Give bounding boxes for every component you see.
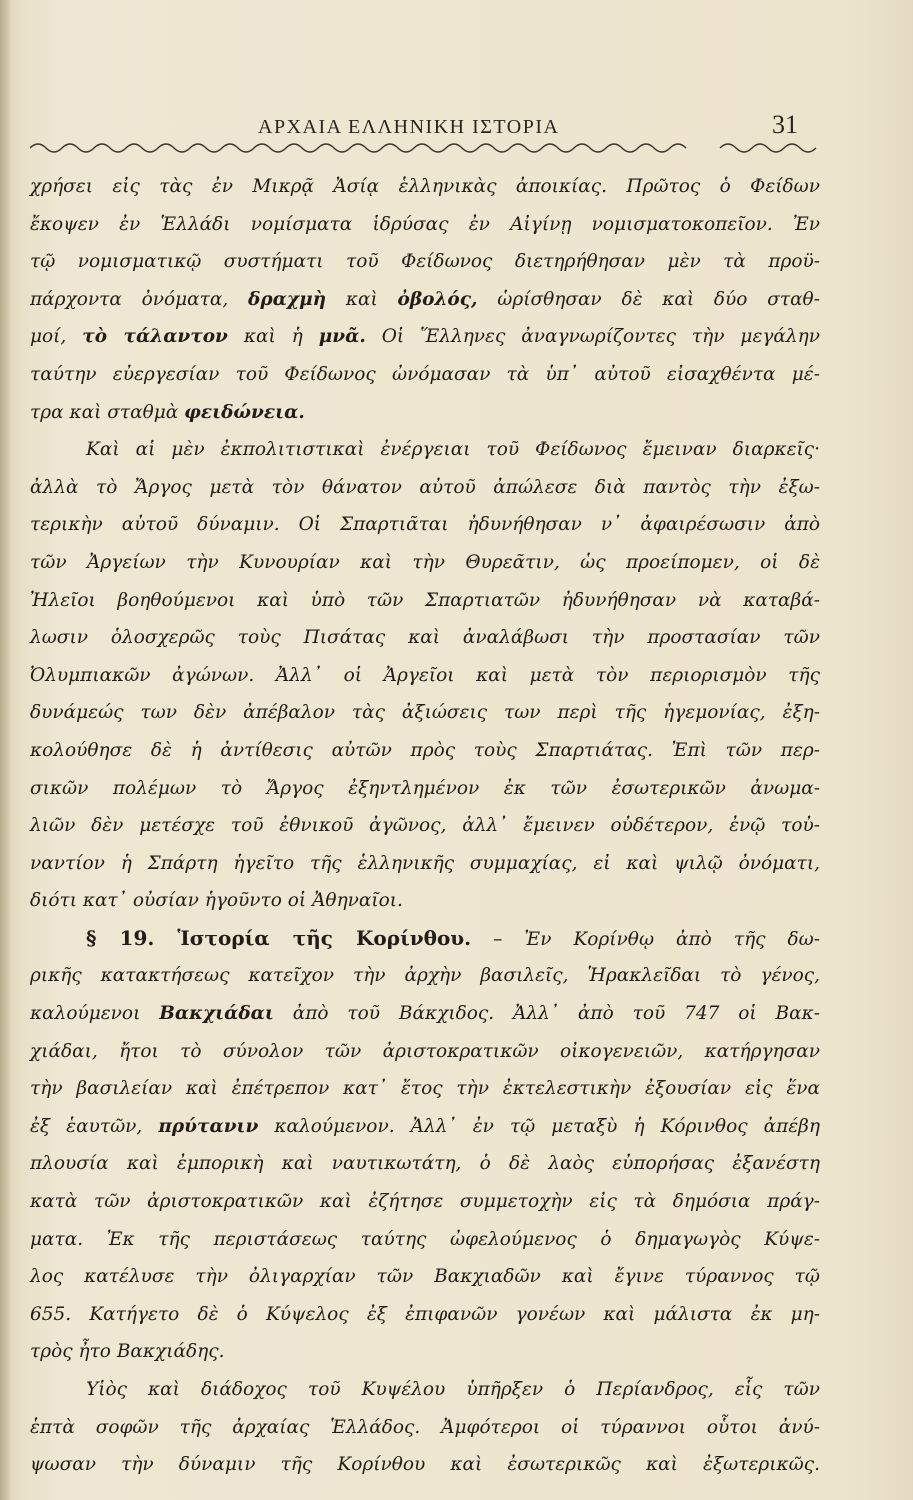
text-line: Ὀλυμπιακῶν ἀγώνων. Ἀλλ᾿ οἱ Ἀργεῖοι καὶ μετὰ τὸν περιορισμὸν τῆς	[30, 664, 820, 686]
text-line: κολούθησε δὲ ἡ ἀντίθεσις αὐτῶν πρὸς τοὺς Σπαρτιάτας. Ἐπὶ τῶν περ-	[30, 739, 820, 761]
text-segment: ἀπὸ τοῦ Βάκχιδος. Ἀλλ᾿ ἀπὸ τοῦ 747 οἱ Βακ-	[292, 1003, 821, 1025]
text-segment: καλούμενοι	[30, 1003, 141, 1025]
text-line: ρικῆς κατακτήσεως κατεῖχον τὴν ἀρχὴν βασιλεῖς, Ἡρακλεῖδαι τὸ γένος,	[30, 965, 820, 987]
text-segment: τρα καὶ σταθμὰ	[30, 401, 179, 423]
text-line: ψωσαν τὴν δύναμιν τῆς Κορίνθου καὶ ἐσωτερικῶς καὶ ἐξωτερικῶς.	[30, 1454, 820, 1476]
text-line: Ἠλεῖοι βοηθούμενοι καὶ ὑπὸ τῶν Σπαρτιατῶν ἠδυνήθησαν νὰ καταβά-	[30, 589, 820, 611]
text-line: τῷ νομισματικῷ συστήματι τοῦ Φείδωνος διετηρήθησαν μὲν τὰ προϋ-	[30, 251, 820, 273]
text-line: διότι κατ᾿ οὐσίαν ἡγοῦντο οἱ Ἀθηναῖοι.	[30, 890, 403, 912]
text-line	[30, 394, 820, 432]
text-line: 655. Κατήγετο δὲ ὁ Κύψελος ἐξ ἐπιφανῶν γονέων καὶ μάλιστα ἐκ μη-	[30, 1303, 820, 1325]
bold-term-pheidoneia: φειδώνεια.	[184, 401, 305, 423]
bold-term-mna: μνᾶ.	[318, 326, 366, 348]
page-number: 31	[772, 110, 798, 139]
text-line	[30, 318, 820, 356]
bold-term-drachma: δραχμὴ	[248, 288, 327, 310]
bold-term-bakchiadai: Βακχιάδαι	[159, 1003, 274, 1025]
text-segment: καὶ ἡ	[243, 326, 303, 348]
text-line: δυνάμεώς των δὲν ἀπέβαλον τὰς ἀξιώσεις των περὶ τῆς ἡγεμονίας, ἐξη-	[30, 702, 820, 724]
text-line: Καὶ αἱ μὲν ἐκπολιτιστικαὶ ἐνέργειαι τοῦ Φείδωνος ἔμειναν διαρκεῖς·	[86, 439, 820, 461]
text-segment: καὶ	[345, 288, 378, 310]
text-line: λος κατέλυσε τὴν ὀλιγαρχίαν τῶν Βακχιαδῶν καὶ ἔγινε τύραννος τῷ	[30, 1266, 820, 1288]
text-segment: – Ἐν Κορίνθῳ ἀπὸ τῆς δω-	[493, 928, 820, 950]
text-line: σικῶν πολέμων τὸ Ἄργος ἐξηντλημένον ἐκ τῶν ἐσωτερικῶν ἀνωμα-	[30, 777, 820, 799]
text-line	[30, 281, 820, 319]
text-segment: Οἱ Ἕλληνες ἀναγνωρίζοντες τὴν μεγάλην	[381, 326, 820, 348]
text-segment: ἐξ ἑαυτῶν,	[30, 1115, 143, 1137]
text-segment: καλούμενον. Ἀλλ᾿ ἐν τῷ μεταξὺ ἡ Κόρινθος ἀπέβη	[274, 1115, 820, 1137]
text-line: Υἱὸς καὶ διάδοχος τοῦ Κυψέλου ὑπῆρξεν ὁ Περίανδρος, εἷς τῶν	[86, 1379, 820, 1400]
decorative-wavy-rule	[30, 138, 830, 156]
text-line: ταύτην εὐεργεσίαν τοῦ Φείδωνος ὠνόμασαν τὰ ὑπ᾿ αὐτοῦ εἰσαχθέντα μέ-	[30, 363, 820, 385]
text-segment: μοί,	[30, 326, 67, 348]
text-line: χιάδαι, ἤτοι τὸ σύνολον τῶν ἀριστοκρατικῶν οἰκογενειῶν, κατήργησαν	[30, 1040, 820, 1062]
text-line	[30, 1108, 820, 1146]
text-line: ἑπτὰ σοφῶν τῆς ἀρχαίας Ἑλλάδος. Ἀμφότεροι οἱ τύραννοι οὗτοι ἀνύ-	[30, 1416, 820, 1438]
text-line: ματα. Ἐκ τῆς περιστάσεως ταύτης ὠφελούμενος ὁ δημαγωγὸς Κύψε-	[30, 1228, 820, 1250]
section-heading: § 19. Ἱστορία τῆς Κορίνθου.	[86, 925, 472, 950]
text-line: ναντίον ἡ Σπάρτη ἡγεῖτο τῆς ἑλληνικῆς συμμαχίας, εἰ καὶ ψιλῷ ὀνόματι,	[30, 852, 820, 874]
text-line: λιῶν δὲν μετέσχε τοῦ ἐθνικοῦ ἀγῶνος, ἀλλ᾿ ἔμεινεν οὐδέτερον, ἐνῷ τοὐ-	[30, 815, 820, 837]
bold-term-prytanis: πρύτανιν	[158, 1115, 259, 1137]
text-line: πλουσία καὶ ἐμπορικὴ καὶ ναυτικωτάτη, ὁ δὲ λαὸς εὐπορήσας ἐξανέστη	[30, 1153, 820, 1175]
page-binding-edge	[0, 0, 10, 1500]
text-line: τερικὴν αὐτοῦ δύναμιν. Οἱ Σπαρτιᾶται ἠδυνήθησαν ν᾿ ἀφαιρέσωσιν ἀπὸ	[30, 514, 820, 536]
text-line: τὴν βασιλείαν καὶ ἐπέτρεπον κατ᾿ ἔτος τὴν ἐκτελεστικὴν ἐξουσίαν εἰς ἕνα	[30, 1078, 820, 1100]
text-line: τρὸς ἦτο Βακχιάδης.	[30, 1341, 225, 1363]
text-line: τῶν Ἀργείων τὴν Κυνουρίαν καὶ τὴν Θυρεᾶτιν, ὡς προείπομεν, οἱ δὲ	[30, 551, 820, 573]
section-heading-line	[30, 920, 820, 958]
text-segment: πάρχοντα ὀνόματα,	[30, 288, 229, 310]
text-line	[30, 995, 820, 1033]
bold-term-talanton: τὸ τάλαντον	[82, 326, 228, 348]
body-text	[30, 168, 820, 1484]
text-segment: ὡρίσθησαν δὲ καὶ δύο σταθ-	[497, 288, 820, 310]
text-line: ἀλλὰ τὸ Ἄργος μετὰ τὸν θάνατον αὐτοῦ ἀπώλεσε διὰ παντὸς τὴν ἐξω-	[30, 476, 820, 498]
running-title: ΑΡΧΑΙΑ ΕΛΛΗΝΙΚΗ ΙΣΤΟΡΙΑ	[258, 116, 560, 138]
text-line: λωσιν ὁλοσχερῶς τοὺς Πισάτας καὶ ἀναλάβωσι τὴν προστασίαν τῶν	[30, 627, 820, 649]
bold-term-obolos: ὀβολός,	[397, 288, 478, 310]
text-line: χρήσει εἰς τὰς ἐν Μικρᾷ Ἀσίᾳ ἑλληνικὰς ἀποικίας. Πρῶτος ὁ Φείδων	[30, 176, 820, 197]
text-line: κατὰ τῶν ἀριστοκρατικῶν καὶ ἐζήτησε συμμετοχὴν εἰς τὰ δημόσια πράγ-	[30, 1191, 820, 1213]
text-line: ἔκοψεν ἐν Ἑλλάδι νομίσματα ἱδρύσας ἐν Αἰγίνῃ νομισματοκοπεῖον. Ἐν	[30, 213, 820, 235]
